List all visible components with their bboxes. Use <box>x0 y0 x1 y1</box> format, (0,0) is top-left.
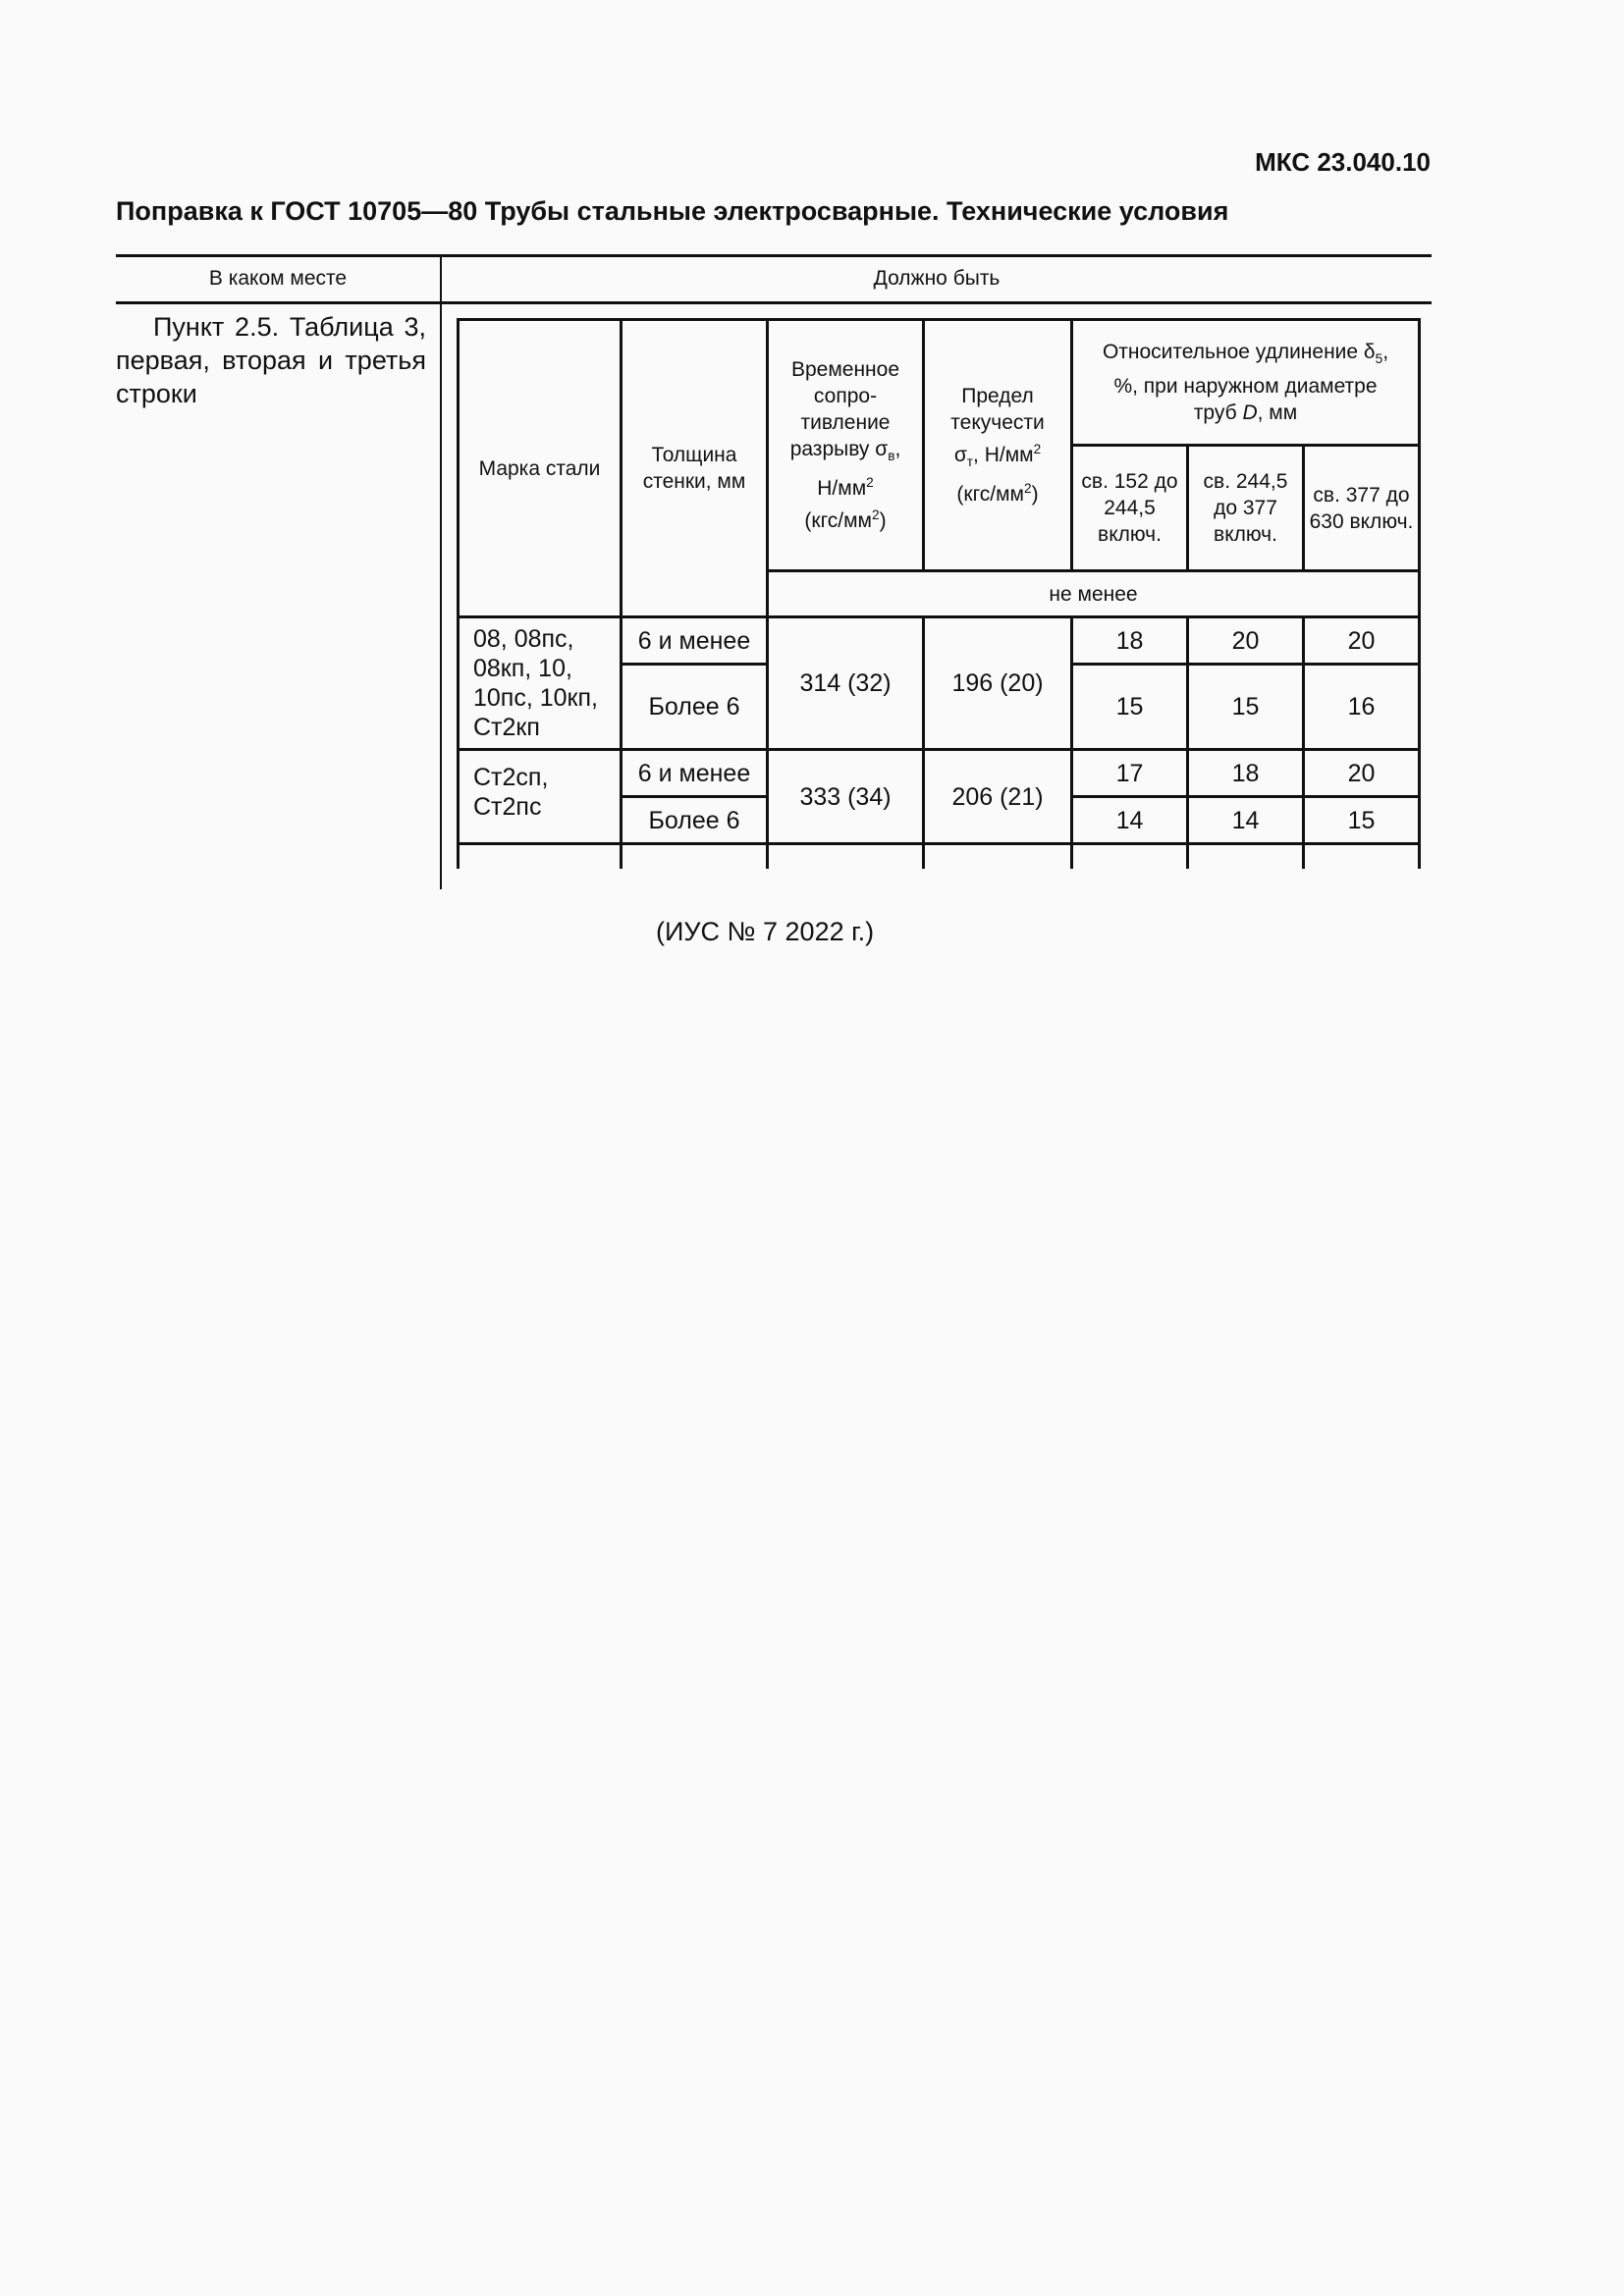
table-row <box>459 617 1420 665</box>
elongation-d1-cell: 14 <box>1072 797 1188 844</box>
tensile-cell: 333 (34) <box>768 750 924 844</box>
header-elongation: Относительное удлинение $\delta_5$, %, при наружном диаметре труб D, мм <box>1072 320 1420 446</box>
header-bottom-rule <box>116 301 1432 304</box>
header-diameter-377-630: св. 377 до 630 включ. <box>1304 446 1420 571</box>
elongation-d3-cell: 20 <box>1304 750 1420 797</box>
elongation-d1-cell: 18 <box>1072 617 1188 665</box>
yield-cell: 196 (20) <box>924 617 1072 750</box>
table-row <box>459 750 1420 797</box>
table-continuation-row <box>459 844 1420 870</box>
elongation-d2-cell: 14 <box>1188 797 1304 844</box>
column-divider <box>440 254 442 889</box>
elongation-d2-cell: 18 <box>1188 750 1304 797</box>
elongation-d2-cell: 20 <box>1188 617 1304 665</box>
doc-code: МКС 23.040.10 <box>1255 147 1431 177</box>
elongation-d1-cell: 15 <box>1072 665 1188 750</box>
elongation-d3-cell: 15 <box>1304 797 1420 844</box>
header-tensile-strength: Временное сопро- тивление разрыву $\sigma_в$, $Н/мм^2$ $(кгс/мм^2)$ <box>768 320 924 571</box>
thickness-cell: 6 и менее <box>622 750 768 797</box>
elongation-d3-cell: 20 <box>1304 617 1420 665</box>
amendment-location: Пункт 2.5. Таблица 3, первая, вторая и третья строки <box>116 312 426 408</box>
doc-title: Поправка к ГОСТ 10705—80 Трубы стальные электросварные. Технические условия <box>116 196 1229 226</box>
steel-grade-cell: Ст2сп, Ст2пс <box>459 750 622 844</box>
header-diameter-244-377: св. 244,5 до 377 включ. <box>1188 446 1304 571</box>
header-steel-grade: Марка стали <box>459 320 622 617</box>
thickness-cell: Более 6 <box>622 797 768 844</box>
properties-table <box>457 318 1421 869</box>
header-not-less: не менее <box>768 571 1420 617</box>
header-wall-thickness: Толщина стенки, мм <box>622 320 768 617</box>
steel-grade-cell: 08, 08пс, 08кп, 10, 10пс, 10кп, Ст2кп <box>459 617 622 750</box>
thickness-cell: Более 6 <box>622 665 768 750</box>
column-header-where: В каком месте <box>208 267 348 290</box>
tensile-cell: 314 (32) <box>768 617 924 750</box>
header-yield-strength: Предел текучести $\sigma_т$, $Н/мм^2$ $(кгс/мм^2)$ <box>924 320 1072 571</box>
footer-issue-note: (ИУС № 7 2022 г.) <box>656 917 875 946</box>
thickness-cell: 6 и менее <box>622 617 768 665</box>
header-top-rule <box>116 254 1432 257</box>
column-header-should-be: Должно быть <box>873 267 1001 290</box>
header-diameter-152-244: св. 152 до 244,5 включ. <box>1072 446 1188 571</box>
elongation-d1-cell: 17 <box>1072 750 1188 797</box>
yield-cell: 206 (21) <box>924 750 1072 844</box>
elongation-d3-cell: 16 <box>1304 665 1420 750</box>
elongation-d2-cell: 15 <box>1188 665 1304 750</box>
